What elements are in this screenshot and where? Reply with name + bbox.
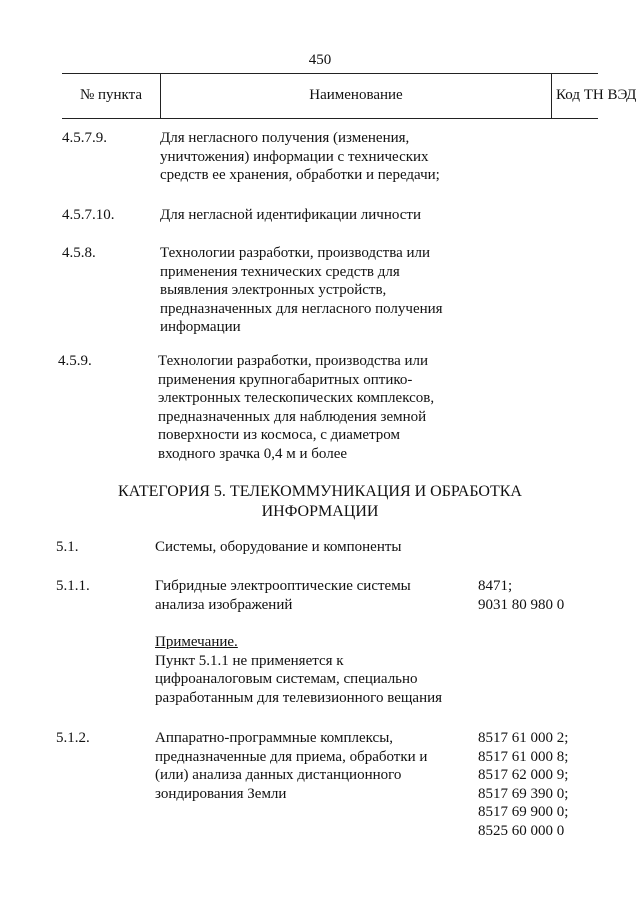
item-name-line: (или) анализа данных дистанционного <box>155 767 402 783</box>
item-number: 4.5.7.10. <box>62 207 115 223</box>
item-name-line: электронных телескопических комплексов, <box>158 390 435 406</box>
item-code: 8517 69 900 0; <box>478 804 569 820</box>
item-name <box>158 352 434 463</box>
category-heading-line: ИНФОРМАЦИИ <box>261 503 379 520</box>
category-heading <box>70 482 570 522</box>
item-name-line: зондирования Земли <box>155 785 287 802</box>
page-number: 450 <box>308 52 332 68</box>
item-name <box>155 577 411 614</box>
note-line: цифроаналоговым системам, специально <box>155 671 418 687</box>
item-number: 5.1.1. <box>56 578 90 594</box>
item-name-line: Аппаратно-программные комплексы, <box>155 730 394 746</box>
item-name-line: Технологии разработки, производства или <box>158 353 429 369</box>
item-name-line: применения технических средств для <box>160 263 400 280</box>
item-name <box>160 206 421 225</box>
item-number: 4.5.9. <box>58 353 92 369</box>
note-title: Примечание. <box>155 634 238 650</box>
item-name <box>160 244 443 337</box>
item-name-line: предназначенных для негласного получения <box>160 300 443 317</box>
note-line: Пункт 5.1.1 не применяется к <box>155 652 344 669</box>
item-name-line: поверхности из космоса, с диаметром <box>158 427 401 443</box>
category-heading-line: КАТЕГОРИЯ 5. ТЕЛЕКОММУНИКАЦИЯ И ОБРАБОТКА <box>118 483 522 500</box>
item-number: 4.5.7.9. <box>62 130 107 146</box>
item-number: 4.5.8. <box>62 245 96 261</box>
item-code: 8517 62 000 9; <box>478 767 569 783</box>
note-line: разработанным для телевизионного вещания <box>155 689 443 706</box>
item-number: 5.1. <box>56 539 79 555</box>
item-name-line: уничтожения) информации с технических <box>160 148 429 165</box>
header-code-column <box>550 74 637 118</box>
item-name-line: предназначенных для наблюдения земной <box>158 408 427 425</box>
item-name-line: Для негласной идентификации личности <box>160 207 421 223</box>
item-code: 8525 60 000 0 <box>478 822 565 839</box>
item-name-line: анализа изображений <box>155 596 293 613</box>
item-code: 9031 80 980 0 <box>478 596 565 613</box>
item-codes <box>478 729 568 840</box>
item-name-line: Системы, оборудование и компоненты <box>155 539 402 555</box>
item-number: 5.1.2. <box>56 730 90 746</box>
item-name <box>160 129 440 185</box>
item-code: 8517 61 000 8; <box>478 748 569 765</box>
item-name-line: средств ее хранения, обработки и передачи; <box>160 167 440 183</box>
header-code-label: Код ТН ВЭД <box>556 87 637 103</box>
item-name-line: предназначенные для приема, обработки и <box>155 748 428 765</box>
item-code: 8471; <box>478 578 513 594</box>
item-name-line: Технологии разработки, производства или <box>160 245 431 261</box>
item-name-line: выявления электронных устройств, <box>160 282 387 298</box>
header-number-column: № пункта <box>79 87 143 103</box>
item-codes <box>478 577 564 614</box>
item-name-line: применения крупногабаритных оптико- <box>158 371 413 388</box>
item-name-line: информации <box>160 319 241 335</box>
item-name <box>155 538 401 557</box>
header-name-column: Наименование <box>160 74 552 118</box>
table-header <box>62 73 637 119</box>
item-name-line: Для негласного получения (изменения, <box>160 130 410 146</box>
note-content <box>155 633 442 707</box>
item-name-line: входного зрачка 0,4 м и более <box>158 445 348 462</box>
item-code: 8517 69 390 0; <box>478 785 569 802</box>
item-name <box>155 729 427 803</box>
item-code: 8517 61 000 2; <box>478 730 569 746</box>
item-name-line: Гибридные электрооптические системы <box>155 578 411 594</box>
